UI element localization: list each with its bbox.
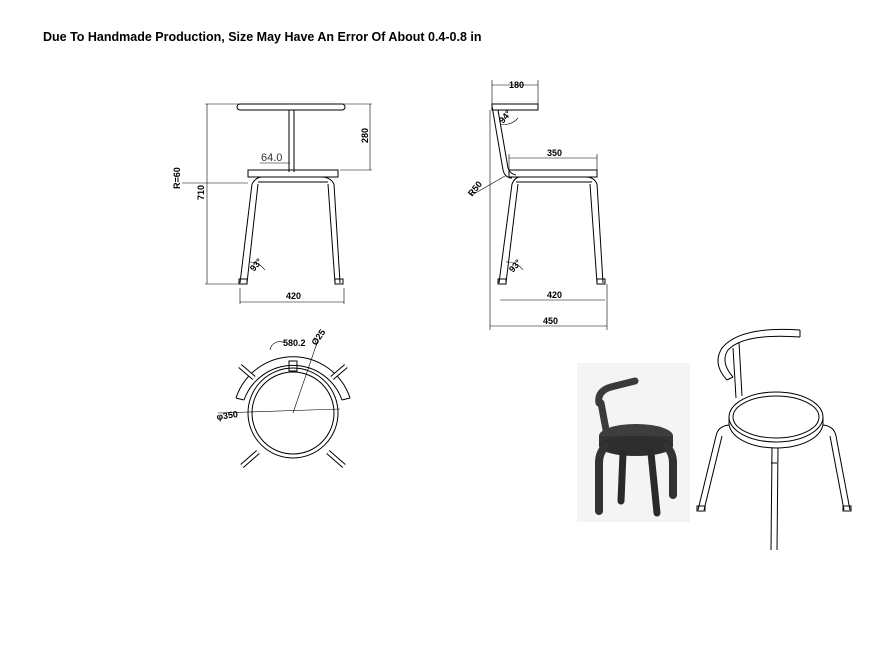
production-note: Due To Handmade Production, Size May Have An Error Of About 0.4-0.8 in <box>43 30 482 44</box>
side-radius-label: R50 <box>465 179 485 199</box>
top-tube-diameter-label: Ø25 <box>309 327 328 348</box>
front-angle-label: 93° <box>247 256 265 274</box>
side-total-width-label: 450 <box>543 316 559 326</box>
front-seat-label: 64.0 <box>261 152 283 164</box>
front-radius-label: R=60 <box>172 167 182 189</box>
side-top-width-label: 180 <box>509 80 525 90</box>
side-angle-label: 93° <box>506 257 524 275</box>
front-back-height-label: 280 <box>360 127 370 143</box>
side-back-angle-label: 94° <box>496 108 514 126</box>
front-base-width-label: 420 <box>286 291 302 301</box>
top-seat-diameter-label: φ350 <box>215 409 239 422</box>
front-height-label: 710 <box>196 184 206 200</box>
side-seat-width-label: 350 <box>547 148 563 158</box>
side-base-width-label: 420 <box>547 290 563 300</box>
top-arc-length-label: 580.2 <box>283 338 306 348</box>
